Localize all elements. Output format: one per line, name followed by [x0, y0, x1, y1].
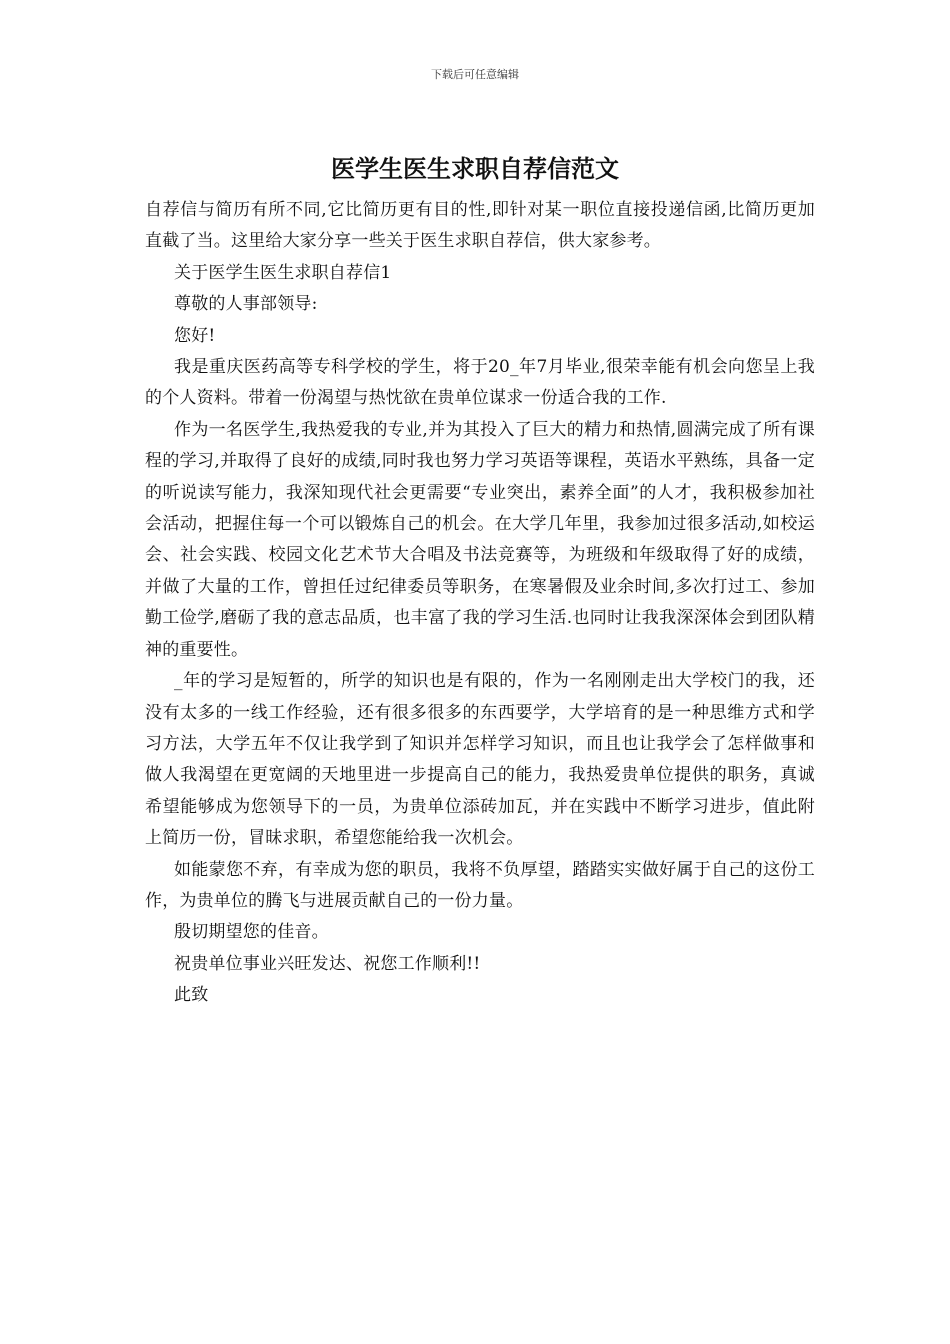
- paragraph-experience: 作为一名医学生,我热爱我的专业,并为其投入了巨大的精力和热情,圆满完成了所有课程的学习,并取得了良好的成绩,同时我也努力学习英语等课程，英语水平熟练，具备一定的听说读写能力，我深知现代社会更需要“专业突出，素养全面”的人才，我积极参加社会活动，把握住每一个可以锻炼自己的机会。在大学几年里，我参加过很多活动,如校运会、社会实践、校园文化艺术节大合唱及书法竞赛等，为班级和年级取得了好的成绩，并做了大量的工作，曾担任过纪律委员等职务，在寒暑假及业余时间,多次打过工、参加勤工俭学,磨砺了我的意志品质，也丰富了我的学习生活.也同时让我我深深体会到团队精神的重要性。: [145, 419, 815, 660]
- paragraph-salutation: 尊敬的人事部领导:: [174, 294, 318, 315]
- paragraph-commitment: 如能蒙您不弃，有幸成为您的职员，我将不负厚望，踏踏实实做好属于自己的这份工作，为贵单位的腾飞与进展贡献自己的一份力量。: [145, 859, 815, 911]
- paragraph-letter-heading: 关于医学生医生求职自荐信1: [174, 262, 392, 283]
- paragraph-study: _年的学习是短暂的，所学的知识也是有限的，作为一名刚刚走出大学校门的我，还没有太多的一线工作经验，还有很多很多的东西要学，大学培育的是一种思维方式和学习方法，大学五年不仅让我学到了知识并怎样学习知识，而且也让我学会了怎样做事和做人我渴望在更宽阔的天地里进一步提高自己的能力，我热爱贵单位提供的职务，真诚希望能够成为您领导下的一员，为贵单位添砖加瓦，并在实践中不断学习进步，值此附上简历一份，冒昧求职，希望您能给我一次机会。: [145, 671, 815, 849]
- paragraph-closing: 此致: [174, 985, 209, 1006]
- page-title: 医学生医生求职自荐信范文: [331, 154, 619, 183]
- paragraph-intro: 自荐信与简历有所不同,它比简历更有目的性,即针对某一职位直接投递信函,比简历更加直截了当。这里给大家分享一些关于医生求职自荐信，供大家参考。: [145, 200, 815, 252]
- document-body: [145, 195, 815, 1012]
- paragraph-introduction: 我是重庆医药高等专科学校的学生，将于20_年7月毕业,很荣幸能有机会向您呈上我的个人资料。带着一份渴望与热忱欲在贵单位谋求一份适合我的工作.: [145, 357, 815, 409]
- paragraph-wishes: 祝贵单位事业兴旺发达、祝您工作顺利!!: [174, 953, 481, 974]
- paragraph-expectation: 殷切期望您的佳音。: [174, 922, 329, 943]
- paragraph-greeting: 您好!: [174, 325, 216, 346]
- header-note: 下载后可任意编辑: [431, 68, 519, 81]
